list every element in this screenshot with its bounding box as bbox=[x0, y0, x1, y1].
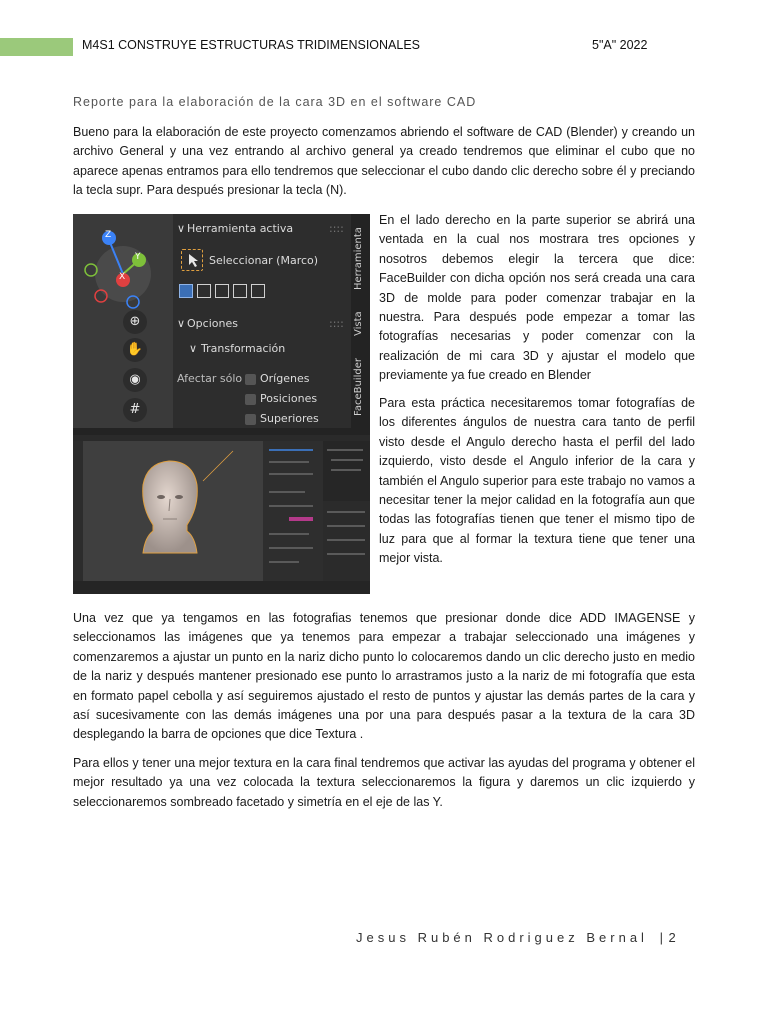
header-course-title: M4S1 CONSTRUYE ESTRUCTURAS TRIDIMENSIONALES bbox=[82, 38, 421, 52]
panel-row bbox=[269, 473, 313, 475]
paragraph-add-images: Una vez que ya tengamos en las fotografias tenemos que presionar donde dice ADD IMAGENSE y seleccionamos las imágenes que ya tenemos para empezar a trabajar seleccionado una imágenes y comenzaremos a ajustar un punto en la nariz dicho punto lo colocaremos dando un clic derecho justo en medio de la nariz y después mantener presionado ese punto lo arrastramos justo a la nariz de mi fotografía que esta en formato papel cebolla y así seguiremos ajustado el resto de puntos y ajustar las demás partes de la cara y así sucesivamente con las demás imágenes una por una para después pasar a la textura de la cara 3D desplegando la barra de opciones que dice Textura . bbox=[73, 611, 695, 742]
outliner-row[interactable] bbox=[331, 469, 361, 471]
hand-pan-icon[interactable]: ✋ bbox=[123, 338, 147, 362]
3d-viewport[interactable] bbox=[83, 441, 263, 581]
axis-x-label: X bbox=[119, 272, 126, 282]
outliner-row[interactable] bbox=[327, 449, 363, 451]
drag-handle-icon: :::: bbox=[329, 317, 344, 330]
panel-row bbox=[269, 561, 299, 563]
panel-row bbox=[269, 491, 305, 493]
transform-subheader[interactable]: Transformación bbox=[201, 342, 286, 355]
parents-label: Superiores bbox=[260, 412, 319, 425]
select-mode-new-icon[interactable] bbox=[179, 284, 193, 298]
chevron-down-icon: ∨ bbox=[189, 342, 198, 355]
panel-row bbox=[269, 533, 309, 535]
timeline-bar[interactable] bbox=[73, 581, 370, 594]
axis-gizmo-icon bbox=[73, 214, 173, 314]
paragraph-photos: Para esta práctica necesitaremos tomar fotografías de los diferentes ángulos de nuestra cara tanto de perfil visto desde el Angulo derecho hasta el perfil del lado izquierdo, visto desde el Angulo inferior de la cara y también el Angulo superior para este trabajo no vamos a necesitar tener la mejor calidad en la fotografía aun que todas las fotografías tienen que tener el mismo tipo de luz para que al formar la textura tiene que tener una mejor vista. bbox=[379, 396, 695, 566]
zoom-icon[interactable]: ⊕ bbox=[123, 310, 147, 334]
select-mode-subtract-icon[interactable] bbox=[215, 284, 229, 298]
paragraph-texture: Para ellos y tener una mejor textura en la cara final tendremos que activar las ayudas del programa y obtener el mejor resultado ya una vez colocada la textura seleccionaremos la figura y daremos un clic izquierdo y seleccionaremos sombreado facetado y simetría en el eje de las Y. bbox=[73, 756, 695, 809]
tab-facebuilder[interactable]: FaceBuilder bbox=[353, 358, 364, 416]
axis-y-label: Y bbox=[135, 252, 141, 262]
n-side-panel bbox=[173, 214, 351, 428]
panel-button[interactable] bbox=[269, 449, 313, 451]
camera-icon[interactable]: ◉ bbox=[123, 368, 147, 392]
outliner-row[interactable] bbox=[331, 459, 363, 461]
chevron-down-icon: ∨ bbox=[177, 317, 186, 330]
sidebar-tabs bbox=[351, 214, 370, 428]
property-row[interactable] bbox=[327, 511, 365, 513]
header-accent-bar bbox=[0, 38, 73, 56]
chevron-down-icon: ∨ bbox=[177, 222, 186, 235]
tab-view[interactable]: Vista bbox=[353, 311, 364, 337]
panel-row bbox=[269, 547, 313, 549]
paragraph-intro: Bueno para la elaboración de este proyecto comenzamos abriendo el software de CAD (Blender) y creando un archivo General y una vez entrando al archivo general ya creado tendremos que eliminar el cubo que no aparece apenas entramos para ello tendremos que seleccionar el cubo dando clic derecho sobre él y preciando la tecla supr. Para después presionar la tecla (N). bbox=[73, 125, 695, 198]
affect-only-label: Afectar sólo bbox=[177, 372, 243, 385]
footer bbox=[356, 930, 677, 945]
property-row[interactable] bbox=[327, 525, 365, 527]
panel-row bbox=[269, 505, 313, 507]
paragraph-panel: En el lado derecho en la parte superior se abrirá una ventada en la cual nos mostrara tres opciones y nosotros debemos elegir la tercera que dice: FaceBuilder con dicha opción nos será creada una cara 3D de molde para poder comenzar trabajar en la nuestra. Para después pode empezar a tomar las fotografías necesarias y poder comenzar con la realización de mi cara 3D y ajustar el modelo que previamente ya fue creado en Blender bbox=[379, 213, 695, 383]
parents-checkbox[interactable] bbox=[245, 414, 256, 425]
property-row[interactable] bbox=[327, 553, 365, 555]
active-tool-name: Seleccionar (Marco) bbox=[209, 254, 319, 267]
select-box-tool-icon[interactable] bbox=[181, 249, 203, 271]
origins-label: Orígenes bbox=[260, 372, 310, 385]
facebuilder-panel bbox=[263, 441, 323, 581]
tab-tool[interactable]: Herramienta bbox=[353, 227, 364, 291]
panel-row bbox=[269, 461, 309, 463]
options-header[interactable]: Opciones bbox=[187, 317, 238, 330]
footer-page-number: | 2 bbox=[659, 930, 677, 945]
grid-ortho-icon[interactable]: # bbox=[123, 398, 147, 422]
active-tool-header[interactable]: Herramienta activa bbox=[187, 222, 294, 235]
select-mode-invert-icon[interactable] bbox=[233, 284, 247, 298]
drag-handle-icon: :::: bbox=[329, 222, 344, 235]
positions-checkbox[interactable] bbox=[245, 394, 256, 405]
navigation-gizmo bbox=[73, 214, 173, 428]
outliner-panel bbox=[323, 441, 370, 501]
origins-checkbox[interactable] bbox=[245, 374, 256, 385]
color-swatch[interactable] bbox=[289, 517, 313, 521]
blender-panel-screenshot bbox=[73, 214, 370, 428]
select-mode-extend-icon[interactable] bbox=[197, 284, 211, 298]
footer-author: Jesus Rubén Rodriguez Bernal bbox=[356, 930, 648, 945]
properties-panel bbox=[323, 501, 370, 581]
window-menu-bar bbox=[73, 428, 370, 435]
header-group-year: 5"A" 2022 bbox=[592, 38, 648, 52]
blender-window-screenshot bbox=[73, 428, 370, 594]
select-mode-intersect-icon[interactable] bbox=[251, 284, 265, 298]
axis-z-label: Z bbox=[105, 230, 112, 240]
property-row[interactable] bbox=[327, 539, 365, 541]
tool-shelf bbox=[73, 441, 83, 581]
section-title: Reporte para la elaboración de la cara 3D en el software CAD bbox=[73, 95, 477, 109]
positions-label: Posiciones bbox=[260, 392, 318, 405]
head-model-icon bbox=[83, 441, 263, 581]
